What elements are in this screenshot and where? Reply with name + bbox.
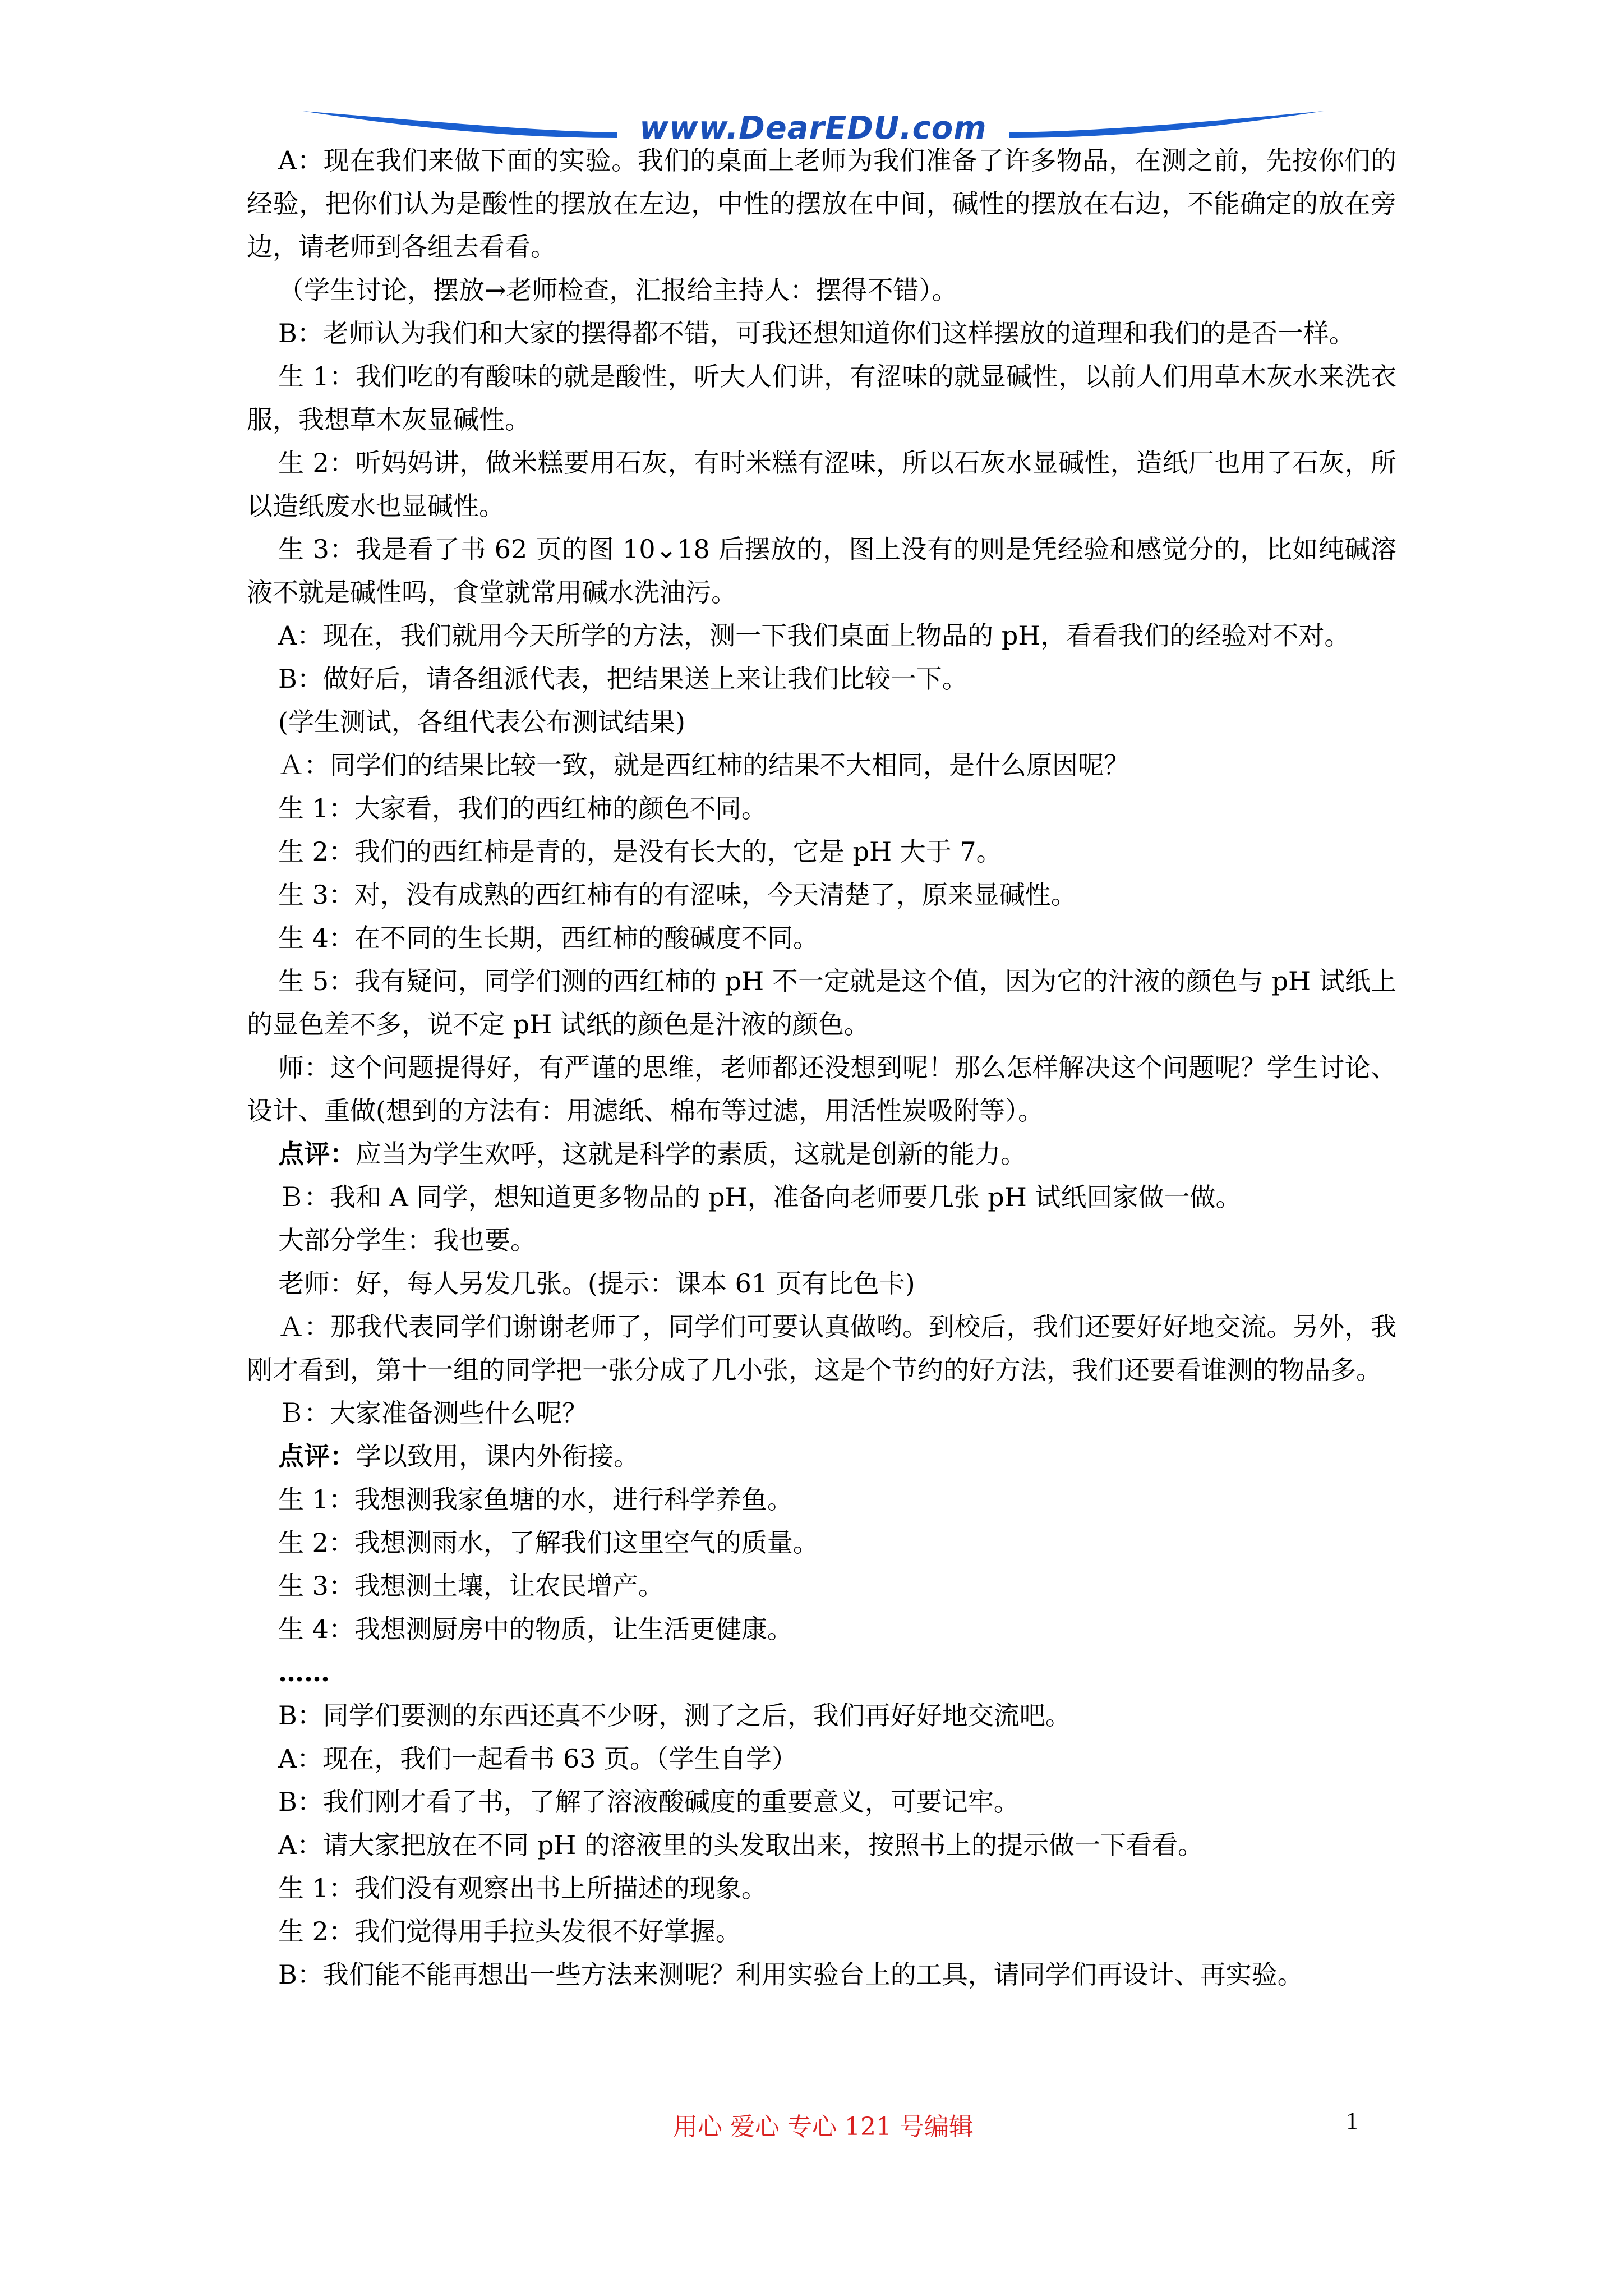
dialogue-paragraph: 师：这个问题提得好，有严谨的思维，老师都还没想到呢！那么怎样解决这个问题呢？学生讨论、设计、重做(想到的方法有：用滤纸、棉布等过滤，用活性炭吸附等）。 (247, 1052, 1396, 1126)
comment-paragraph (247, 1133, 1396, 1176)
dialogue-paragraph: 生 2：我想测雨水，了解我们这里空气的质量。 (278, 1527, 819, 1558)
dialogue-paragraph: (学生测试，各组代表公布测试结果) (278, 707, 685, 737)
dialogue-paragraph: 生 5：我有疑问，同学们测的西红柿的 pH 不一定就是这个值，因为它的汁液的颜色与 pH 试纸上的显色差不多，说不定 pH 试纸的颜色是汁液的颜色。 (247, 966, 1396, 1039)
dialogue-paragraph: B：做好后，请各组派代表，把结果送上来让我们比较一下。 (278, 664, 968, 694)
dialogue-paragraph: Ａ：同学们的结果比较一致，就是西红柿的结果不大相同，是什么原因呢？ (278, 750, 1129, 780)
dialogue-paragraph: 生 4：在不同的生长期，西红柿的酸碱度不同。 (278, 923, 819, 953)
dialogue-paragraph: 老师：好，每人另发几张。(提示：课本 61 页有比色卡) (278, 1268, 915, 1299)
site-logo-text: www.DearEDU.com (639, 110, 987, 146)
document-body (247, 139, 1396, 1996)
dialogue-paragraph: 生 3：我是看了书 62 页的图 10⌄18 后摆放的，图上没有的则是凭经验和感觉分的，比如纯碱溶液不就是碱性吗，食堂就常用碱水洗油污。 (247, 534, 1396, 608)
dialogue-paragraph: 生 1：我们没有观察出书上所描述的现象。 (278, 1873, 767, 1903)
dialogue-paragraph: 生 4：我想测厨房中的物质，让生活更健康。 (278, 1614, 793, 1644)
ellipsis-line: …… (278, 1657, 330, 1687)
dialogue-paragraph: Ｂ：我和 A 同学，想知道更多物品的 pH，准备向老师要几张 pH 试纸回家做一做。 (278, 1182, 1242, 1212)
comment-text: 学以致用，课内外衔接。 (356, 1441, 639, 1471)
dialogue-paragraph: 生 2：我们觉得用手拉头发很不好掌握。 (278, 1916, 741, 1947)
comment-paragraph (247, 1435, 1396, 1478)
dialogue-paragraph: A：请大家把放在不同 pH 的溶液里的头发取出来，按照书上的提示做一下看看。 (278, 1830, 1204, 1860)
dialogue-paragraph: 生 2：听妈妈讲，做米糕要用石灰，有时米糕有涩味，所以石灰水显碱性，造纸厂也用了石灰，所以造纸废水也显碱性。 (247, 448, 1396, 521)
dialogue-paragraph: A：现在，我们就用今天所学的方法，测一下我们桌面上物品的 pH，看看我们的经验对不对。 (278, 620, 1350, 651)
dialogue-paragraph: B：我们刚才看了书，了解了溶液酸碱度的重要意义，可要记牢。 (278, 1787, 1020, 1817)
dialogue-paragraph: 生 2：我们的西红柿是青的，是没有长大的，它是 pH 大于 7。 (278, 836, 1002, 867)
dialogue-paragraph: A：现在我们来做下面的实验。我们的桌面上老师为我们准备了许多物品，在测之前，先按你们的经验，把你们认为是酸性的摆放在左边，中性的摆放在中间，碱性的摆放在右边，不能确定的放在旁边，请老师到各组去看看。 (247, 145, 1396, 262)
dialogue-paragraph: B：老师认为我们和大家的摆得都不错，可我还想知道你们这样摆放的道理和我们的是否一样。 (278, 318, 1355, 348)
page-footer (0, 2106, 1623, 2146)
dialogue-paragraph: （学生讨论，摆放→老师检查，汇报给主持人：摆得不错）。 (278, 275, 958, 305)
dialogue-paragraph: B：同学们要测的东西还真不少呀，测了之后，我们再好好地交流吧。 (278, 1700, 1071, 1731)
comment-label: 点评： (278, 1441, 356, 1471)
dialogue-paragraph: Ａ：那我代表同学们谢谢老师了，同学们可要认真做哟。到校后，我们还要好好地交流。另外，我刚才看到，第十一组的同学把一张分成了几小张，这是个节约的好方法，我们还要看谁测的物品多。 (247, 1312, 1396, 1385)
dialogue-paragraph: 生 1：我想测我家鱼塘的水，进行科学养鱼。 (278, 1484, 793, 1515)
dialogue-paragraph: A：现在，我们一起看书 63 页。（学生自学） (278, 1743, 797, 1774)
dialogue-paragraph: Ｂ：大家准备测些什么呢？ (278, 1398, 588, 1428)
dialogue-paragraph: B：我们能不能再想出一些方法来测呢？利用实验台上的工具，请同学们再设计、再实验。 (278, 1959, 1303, 1990)
dialogue-paragraph: 生 1：我们吃的有酸味的就是酸性，听大人们讲，有涩味的就显碱性，以前人们用草木灰水来洗衣服，我想草木灰显碱性。 (247, 361, 1396, 435)
dialogue-paragraph: 生 3：对，没有成熟的西红柿有的有涩味，今天清楚了，原来显碱性。 (278, 880, 1077, 910)
comment-text: 应当为学生欢呼，这就是科学的素质，这就是创新的能力。 (356, 1139, 1026, 1169)
comment-label: 点评： (278, 1139, 356, 1169)
dialogue-paragraph: 大部分学生：我也要。 (278, 1225, 536, 1255)
page-number: 1 (1346, 2107, 1358, 2134)
dialogue-paragraph: 生 1：大家看，我们的西红柿的颜色不同。 (278, 793, 767, 823)
footer-editor-note: 用心 爱心 专心 121 号编辑 (673, 2113, 974, 2141)
dialogue-paragraph: 生 3：我想测土壤，让农民增产。 (278, 1571, 664, 1601)
